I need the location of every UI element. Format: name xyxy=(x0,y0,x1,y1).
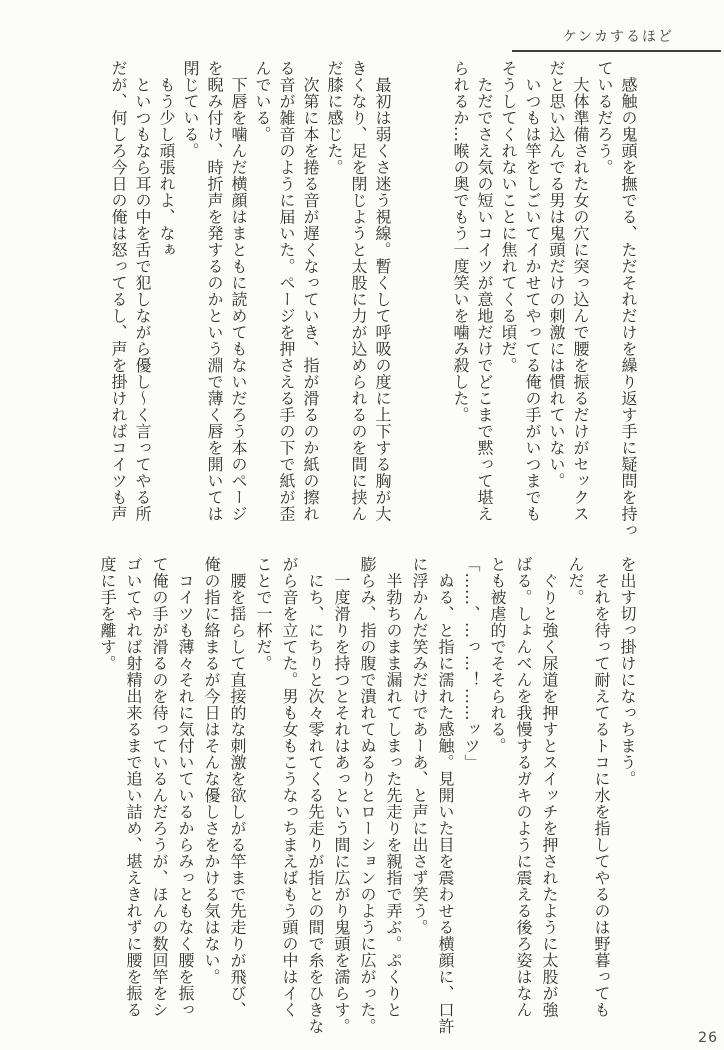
text-column: 感触の鬼頭を撫でる、ただそれだけを繰り返す手に疑問を持っ xyxy=(619,60,638,539)
text-column: ぐりと強く尿道を押すとスイッチを押されたように太股が強 xyxy=(540,556,559,1018)
text-column: 俺の指に絡まるが今日はそんな優しさをかける気はない。 xyxy=(202,556,221,985)
text-column: コイツも薄々それに気付いているからみっともなく腰を振っ xyxy=(176,556,195,1018)
text-column: 最初は弱くさ迷う視線。暫くして呼吸の度に上下する胸が大 xyxy=(373,60,392,522)
text-column: 半勃ちのまま漏れてしまった先走りを親指で弄ぶ。ぷくりと xyxy=(384,556,403,1018)
text-column: ゴいてやれば射精出来るまで追い詰め、堪えきれずに腰を振る xyxy=(124,556,143,1018)
text-column: を睨み付け、時折声を発するのかという淵で薄く唇を開いては xyxy=(205,60,224,522)
text-column: だと思い込んでる男は鬼頭だけの刺激には慣れていない。 xyxy=(547,60,566,489)
text-column: 大体準備された女の穴に突っ込んで腰を振るだけがセックス xyxy=(571,60,590,522)
text-column: きくなり、足を閉じようと太股に力が込められるのを間に挟ん xyxy=(349,60,368,522)
text-column: 次第に本を捲る音が遅くなっていき、指が滑るのか紙の擦れ xyxy=(301,60,320,522)
text-column: 膨らみ、指の腹で潰れてぬるりとローションのように広がった。 xyxy=(358,556,377,1035)
page-number: 26 xyxy=(698,1030,718,1046)
text-column: それを待って耐えてるトコに水を指してやるのは野暮っても xyxy=(592,556,611,1018)
header-title: ケンカするほど xyxy=(562,29,674,45)
text-column: だが、何しろ今日の俺は怒ってるし、声を掛ければコイツも声 xyxy=(109,60,128,522)
text-column: だ膝に感じた。 xyxy=(325,60,344,176)
text-column: にち、にちりと次々零れてくる先走りが指との間で糸をひきな xyxy=(306,556,325,1035)
text-column: んだ。 xyxy=(566,556,585,606)
text-column: ことで一杯だ。 xyxy=(254,556,273,672)
text-column: いつもは竿をしごいてイかせてやってる俺の手がいつまでも xyxy=(523,60,542,522)
top-text-block xyxy=(106,60,640,546)
text-column: 度に手を離す。 xyxy=(98,556,117,672)
text-column: 閉じている。 xyxy=(181,60,200,159)
text-column: ばる。しょんべんを我慢するガキのように震える後ろ姿はなん xyxy=(514,556,533,1018)
text-column: んでいる。 xyxy=(253,60,272,143)
text-column: 腰を揺らして直接的な刺激を欲しがる竿まで先走りが飛び、 xyxy=(228,556,247,1018)
text-column: がら音を立てた。男も女もこうなっちまえばもう頭の中はイく xyxy=(280,556,299,1018)
text-column: られるか…喉の奥でもう一度笑いを噛み殺した。 xyxy=(451,60,470,423)
text-column: 一度滑りを持つとそれはあっという間に広がり鬼頭を濡らす。 xyxy=(332,556,351,1035)
header-underline xyxy=(512,50,721,52)
text-column: ぬる、と指に濡れた感触。見開いた目を震わせる横顔に、口許 xyxy=(436,556,455,1035)
text-column: ただでさえ気の短いコイツが意地だけでどこまで黙って堪え xyxy=(475,60,494,522)
text-column: を出す切っ掛けになっちまう。 xyxy=(618,556,637,787)
text-column: もう少し頑張れよ、なぁ xyxy=(157,60,176,258)
text-column: る音が雑音のように届いた。ページを押さえる手の下で紙が歪 xyxy=(277,60,296,522)
text-column: そうしてくれないことに焦れてくる頃だ。 xyxy=(499,60,518,374)
text-column: て俺の手が滑るのを待っているんだろうが、ほんの数回竿をシ xyxy=(150,556,169,1018)
text-column: 下唇を噛んだ横顔はまともに読めてもないだろう本のページ xyxy=(229,60,248,522)
text-column: といつもなら耳の中を舌で犯しながら優し～く言ってやる所 xyxy=(133,60,152,522)
text-column: に浮かんだ笑みだけであーあ、と声に出さず笑う。 xyxy=(410,556,429,936)
bottom-text-block xyxy=(94,556,640,1042)
text-column: ているだろう。 xyxy=(595,60,614,176)
text-column: とも被虐的でそそられる。 xyxy=(488,556,507,754)
text-column: 「……、…っ…！……ッツ」 xyxy=(462,556,481,771)
